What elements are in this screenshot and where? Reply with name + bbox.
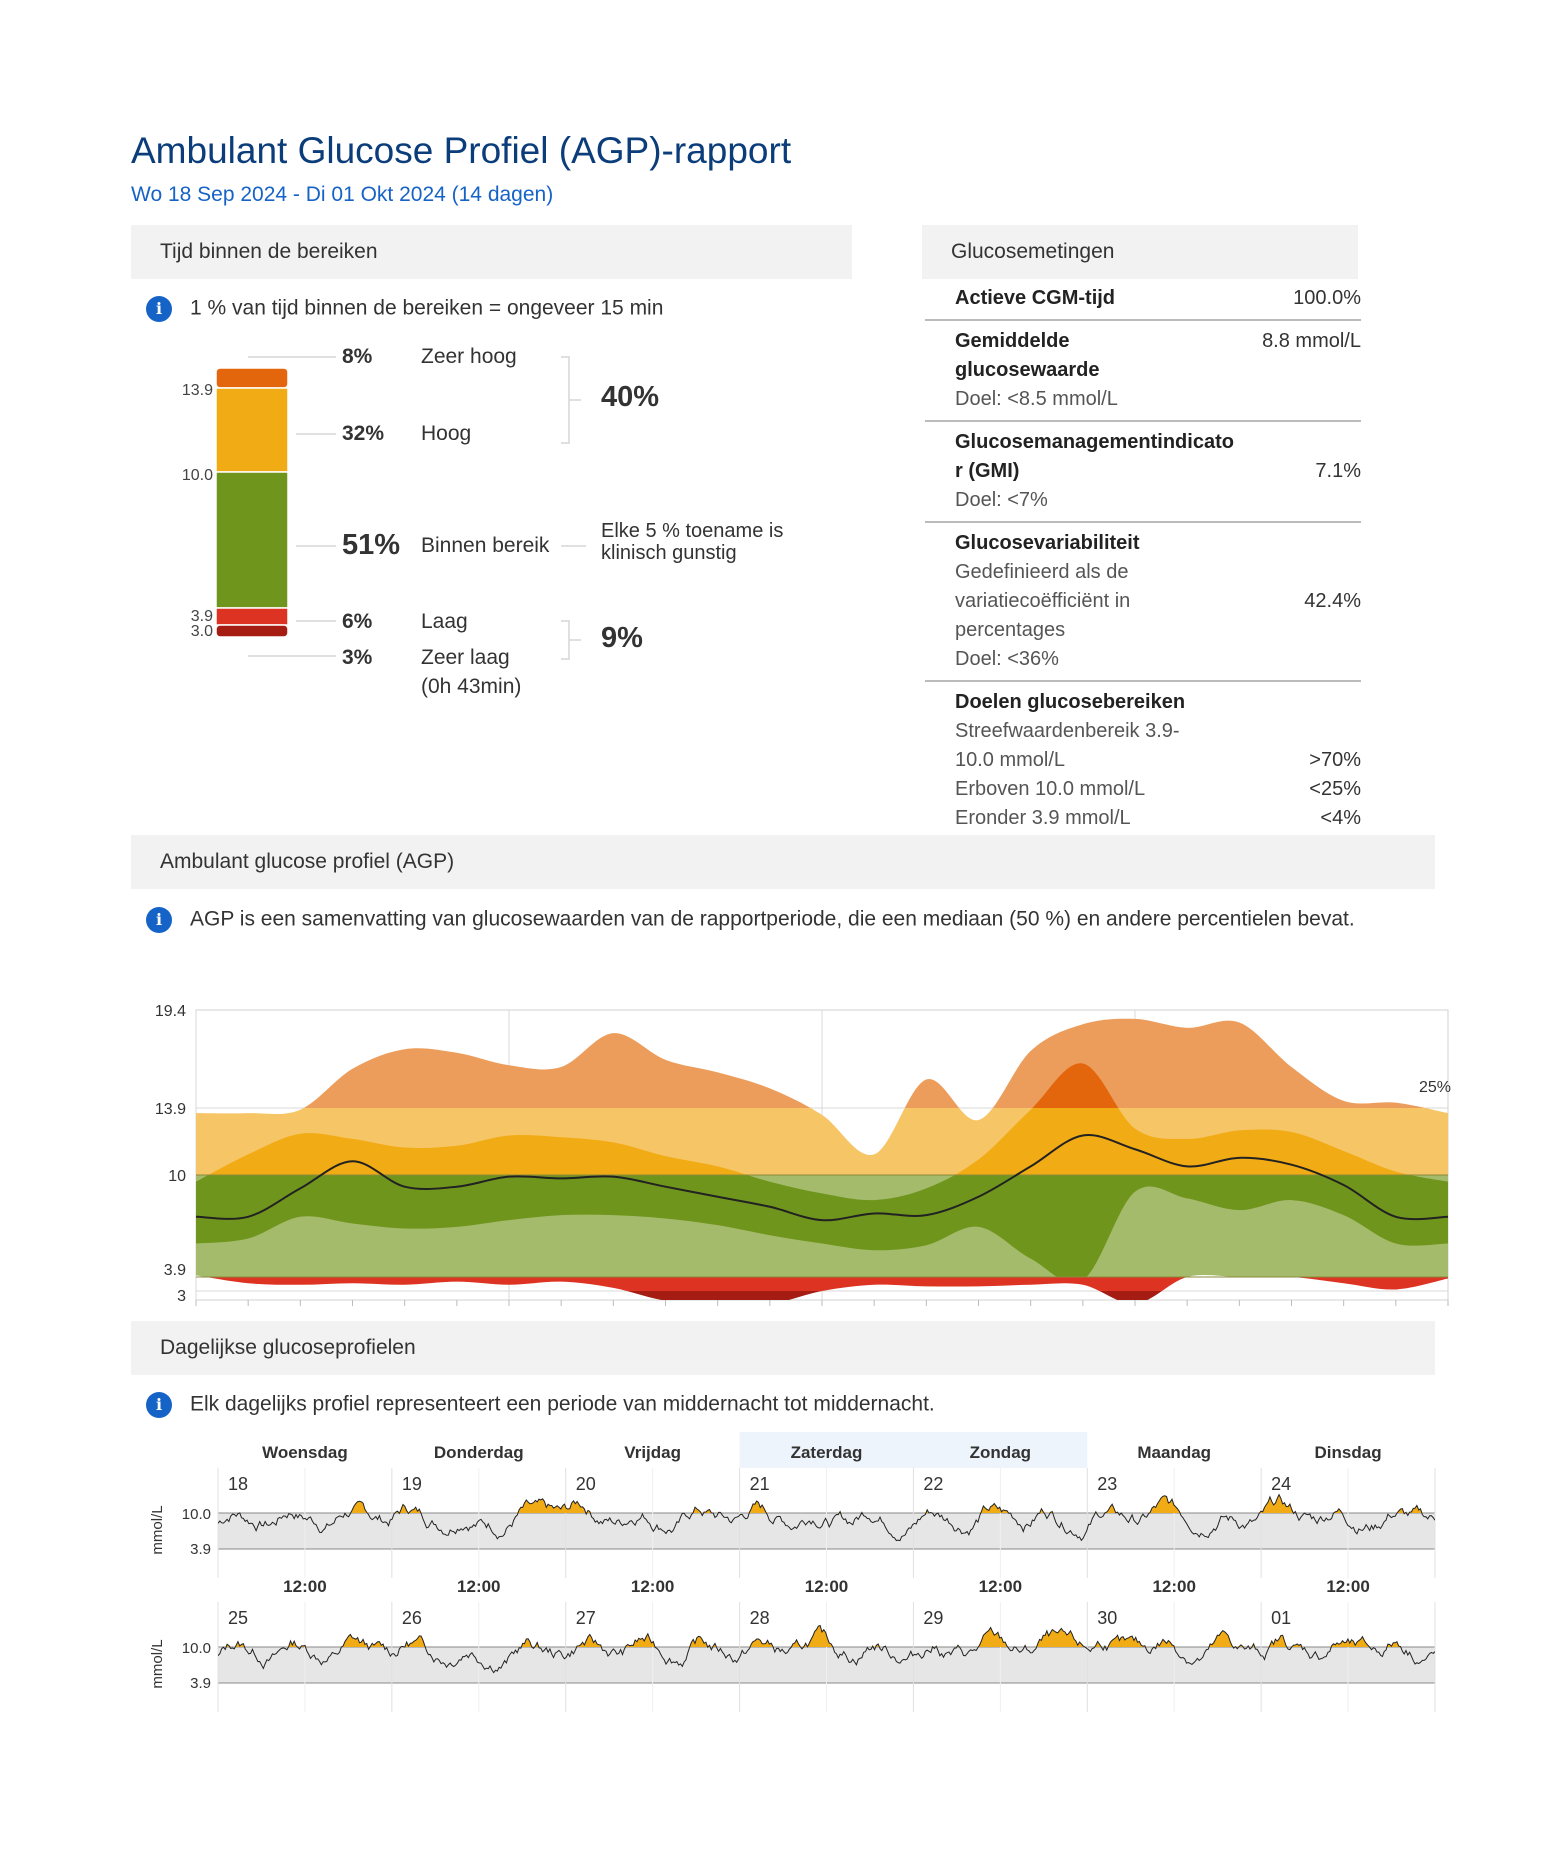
noon-label: 12:00	[283, 1577, 327, 1596]
bracket-below	[561, 621, 569, 659]
agp-label-25: 25%	[1418, 1079, 1451, 1096]
agp-y-tick-label: 10	[168, 1168, 186, 1185]
daily-tick-3.9: 3.9	[190, 1675, 211, 1692]
target-label: Erboven 10.0 mmol/L	[955, 778, 1146, 800]
metric-value: 7.1%	[1315, 460, 1361, 482]
metric-row-mean	[925, 321, 1361, 422]
noon-label: 12:00	[1152, 1577, 1196, 1596]
noon-label: 12:00	[1326, 1577, 1370, 1596]
day-number: 20	[575, 1474, 596, 1494]
target-row	[955, 804, 1361, 833]
metric-row-targets	[925, 682, 1361, 839]
tir-tick-3.0: 3.0	[190, 623, 213, 640]
agp-info-text: AGP is een samenvatting van glucosewaarden van de rapportperiode, die een mediaan (50 %) en andere percentielen bevat.	[190, 907, 1355, 931]
tir-connectors	[248, 357, 586, 659]
day-number: 24	[1271, 1474, 1292, 1494]
metric-sub: Doel: <8.5 mmol/L	[955, 388, 1118, 410]
tir-tick-10.0: 10.0	[181, 467, 213, 484]
metrics-section-header: Glucosemetingen	[922, 225, 1358, 279]
day-number: 30	[1097, 1608, 1118, 1628]
daily-section-header: Dagelijkse glucoseprofielen	[131, 1321, 1435, 1375]
bracket-above	[561, 357, 569, 443]
tir-tick-3.9: 3.9	[190, 608, 213, 625]
weekday-label: Woensdag	[262, 1443, 348, 1462]
daily-tick-10: 10.0	[181, 1506, 211, 1523]
metric-row-cv	[925, 523, 1361, 682]
weekday-label: Donderdag	[433, 1443, 524, 1462]
agp-section-header: Ambulant glucose profiel (AGP)	[131, 835, 1435, 889]
info-icon: i	[146, 296, 172, 322]
daily-ylabel: mmol/L	[149, 1639, 166, 1689]
target-value: <25%	[1309, 778, 1361, 800]
daily-info-text: Elk dagelijks profiel representeert een periode van middernacht tot middernacht.	[190, 1392, 935, 1416]
noon-label: 12:00	[630, 1577, 675, 1596]
target-label: Streefwaardenbereik 3.9-10.0 mmol/L	[955, 720, 1180, 771]
daily-tick-10: 10.0	[181, 1640, 211, 1657]
target-label: Eronder 3.9 mmol/L	[955, 807, 1131, 829]
day-number: 23	[1097, 1474, 1118, 1494]
tir-tick-13.9: 13.9	[181, 382, 213, 399]
metric-value: 8.8 mmol/L	[1262, 330, 1361, 352]
tir-segment-3	[216, 608, 288, 625]
metric-sub: Doel: <36%	[955, 648, 1059, 670]
metric-row-cgm	[925, 280, 1361, 321]
metric-name: Gemiddelde glucosewaarde	[955, 330, 1100, 381]
tir-above-total: 40%	[601, 381, 660, 413]
agp-y-tick-label: 13.9	[154, 1101, 186, 1118]
day-number: 29	[923, 1608, 944, 1628]
tir-segment-0	[216, 368, 288, 388]
target-value: >70%	[1309, 749, 1361, 771]
weekday-label: Maandag	[1137, 1443, 1212, 1462]
day-number: 27	[575, 1608, 596, 1628]
tir-pct-high: 32%	[342, 422, 385, 445]
agp-info	[146, 907, 1355, 933]
tir-label-high: Hoog	[421, 422, 472, 445]
daily-ylabel: mmol/L	[149, 1505, 166, 1555]
agp-y-tick-label: 3.9	[163, 1262, 186, 1279]
info-icon: i	[146, 1392, 172, 1418]
noon-label: 12:00	[978, 1577, 1023, 1596]
agp-y-tick-label: 19.4	[154, 1003, 186, 1020]
agp-chart	[131, 955, 1451, 1315]
agp-label-5	[1428, 1314, 1451, 1315]
metric-name: Glucosemanagementindicator (GMI)	[955, 431, 1234, 482]
tir-label-very-high: Zeer hoog	[421, 345, 517, 368]
tir-segment-2	[216, 472, 288, 608]
daily-info	[146, 1392, 935, 1418]
noon-label: 12:00	[804, 1577, 849, 1596]
page-title: Ambulant Glucose Profiel (AGP)-rapport	[131, 130, 792, 171]
day-number: 22	[923, 1474, 944, 1494]
noon-label: 12:00	[457, 1577, 501, 1596]
target-row	[955, 775, 1361, 804]
tir-info	[146, 296, 663, 322]
tir-pct-very-low: 3%	[342, 646, 373, 669]
daily-tick-3.9: 3.9	[190, 1541, 211, 1558]
info-icon: i	[146, 907, 172, 933]
metric-row-gmi	[925, 422, 1361, 523]
tir-pct-very-high: 8%	[342, 345, 373, 368]
day-number: 26	[401, 1608, 422, 1628]
metric-sub: Gedefinieerd als de variatiecoëfficiënt in percentages	[955, 561, 1131, 641]
weekday-label: Dinsdag	[1314, 1443, 1382, 1462]
weekday-label: Vrijdag	[624, 1443, 681, 1462]
metric-name: Actieve CGM-tijd	[955, 287, 1116, 309]
tir-info-text: 1 % van tijd binnen de bereiken = ongeveer 15 min	[190, 296, 664, 320]
metrics-list	[925, 280, 1361, 839]
target-value: <4%	[1320, 807, 1361, 829]
weekday-label: Zaterdag	[790, 1443, 863, 1462]
metric-value: 42.4%	[1304, 590, 1361, 612]
tir-pct-low: 6%	[342, 610, 373, 633]
tir-label-low: Laag	[421, 610, 468, 633]
metric-name: Glucosevariabiliteit	[955, 532, 1140, 554]
metric-sub: Doel: <7%	[955, 489, 1048, 511]
tir-segment-1	[216, 388, 288, 472]
day-number: 19	[401, 1474, 422, 1494]
day-number: 21	[749, 1474, 770, 1494]
agp-y-tick-label: 3	[177, 1288, 186, 1305]
day-number: 18	[228, 1474, 249, 1494]
tir-pct-in-range: 51%	[342, 529, 401, 561]
metric-value: 100.0%	[1293, 287, 1361, 309]
weekday-label: Zondag	[969, 1443, 1032, 1462]
tir-below-total: 9%	[601, 622, 643, 654]
tir-segment-4	[216, 625, 288, 637]
tir-label-in-range: Binnen bereik	[421, 534, 550, 557]
daily-profiles-chart	[131, 1432, 1451, 1732]
report-period: Wo 18 Sep 2024 - Di 01 Okt 2024 (14 dagen)	[131, 183, 554, 206]
tir-label-very-low: Zeer laag	[421, 646, 510, 669]
tir-stacked-bar	[216, 368, 288, 637]
day-number: 01	[1271, 1608, 1292, 1628]
tir-note: Elke 5 % toename is klinisch gunstig	[601, 520, 784, 564]
target-row	[955, 717, 1361, 775]
tir-very-low-time: (0h 43min)	[421, 675, 522, 698]
day-number: 25	[228, 1608, 249, 1628]
tir-section-header: Tijd binnen de bereiken	[131, 225, 852, 279]
metric-name: Doelen glucosebereiken	[955, 691, 1186, 713]
day-number: 28	[749, 1608, 770, 1628]
